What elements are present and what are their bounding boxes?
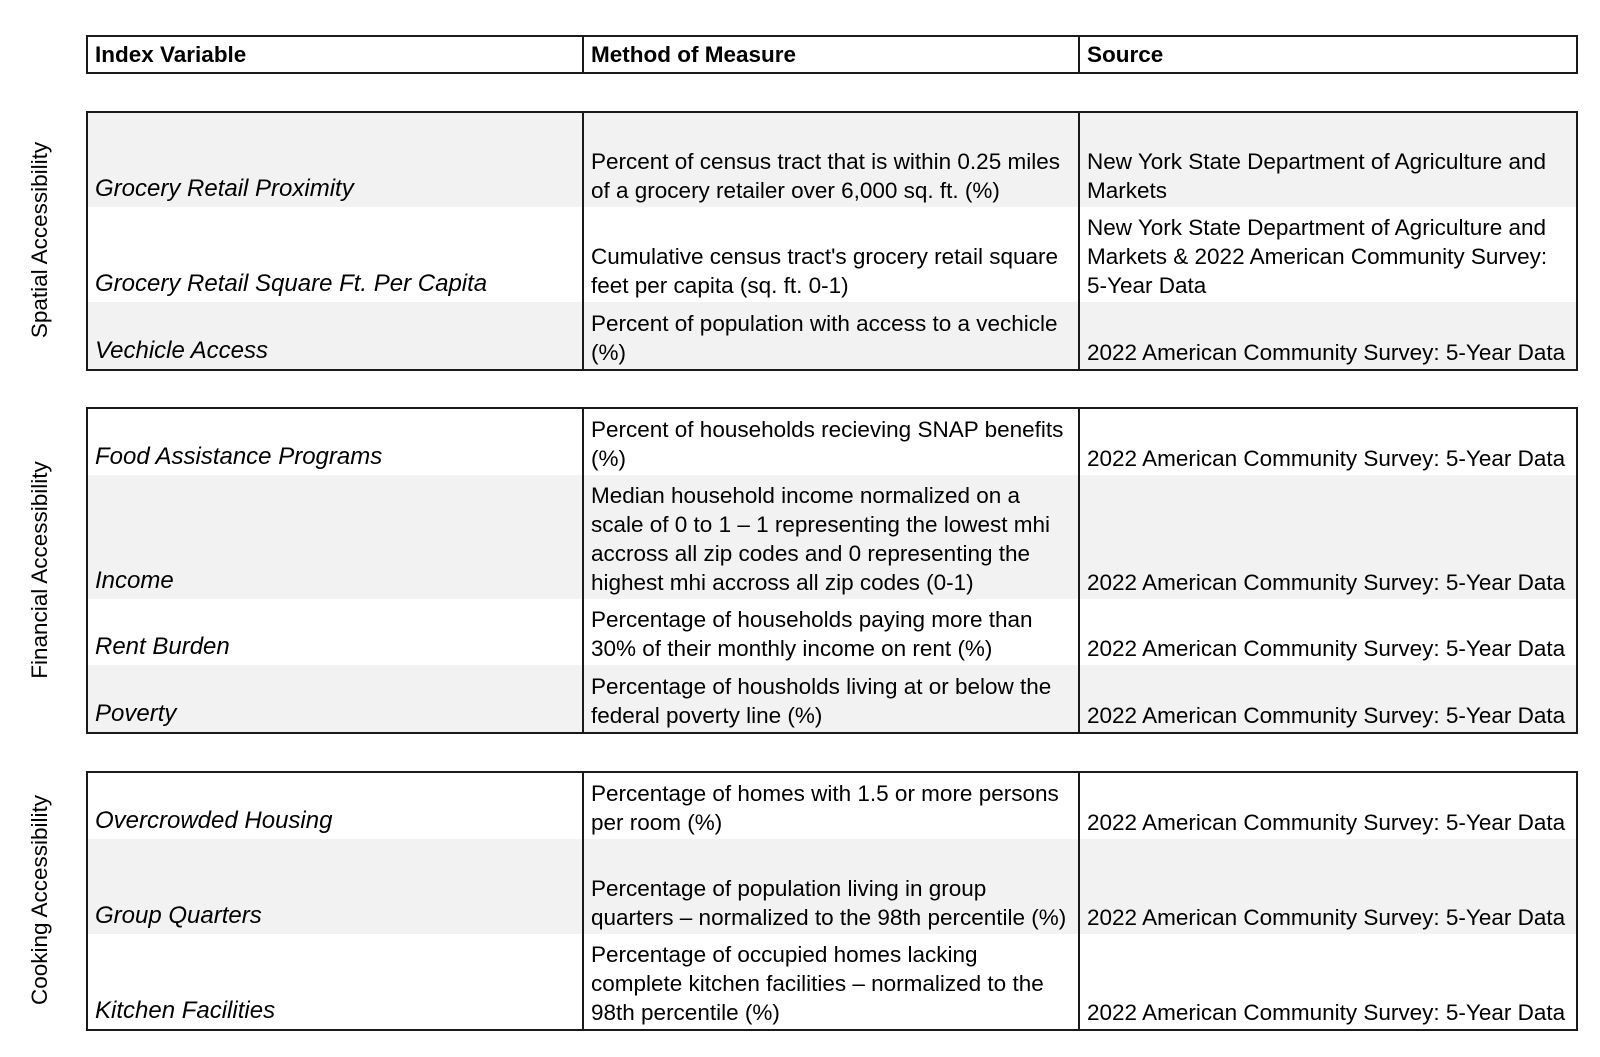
source-cell: 2022 American Community Survey: 5-Year Data bbox=[1087, 340, 1566, 365]
source-cell: New York State Department of Agriculture and Markets bbox=[1087, 149, 1547, 203]
table-row bbox=[88, 934, 1576, 1029]
source-cell: 2022 American Community Survey: 5-Year Data bbox=[1087, 703, 1566, 728]
method-cell: Percent of census tract that is within 0.25 miles of a grocery retailer over 6,000 sq. ft. (%) bbox=[584, 113, 1080, 207]
table-row bbox=[88, 839, 1576, 934]
section-label-spatial: Spatial Accessibility bbox=[27, 141, 52, 339]
variable-cell: Vechicle Access bbox=[88, 302, 584, 369]
source-cell: 2022 American Community Survey: 5-Year Data bbox=[1087, 1000, 1566, 1025]
variable-cell: Group Quarters bbox=[88, 839, 584, 934]
source-cell: 2022 American Community Survey: 5-Year Data bbox=[1087, 570, 1566, 595]
header-table bbox=[86, 35, 1578, 74]
method-cell: Percent of households recieving SNAP benefits (%) bbox=[584, 409, 1080, 475]
variable-cell: Poverty bbox=[88, 665, 584, 732]
method-cell: Percentage of population living in group quarters – normalized to the 98th percentile (%) bbox=[584, 839, 1080, 934]
source-cell: 2022 American Community Survey: 5-Year Data bbox=[1087, 636, 1566, 661]
method-cell: Percentage of households paying more than 30% of their monthly income on rent (%) bbox=[584, 599, 1080, 665]
method-cell: Median household income normalized on a scale of 0 to 1 – 1 representing the lowest mhi accross all zip codes and 0 representing the highest mhi accross all zip codes (0-1) bbox=[584, 475, 1080, 599]
section-label-financial: Financial Accessibility bbox=[27, 461, 52, 679]
table-row bbox=[88, 113, 1576, 207]
variable-cell: Grocery Retail Square Ft. Per Capita bbox=[88, 207, 584, 302]
table-row bbox=[88, 302, 1576, 369]
source-cell: 2022 American Community Survey: 5-Year Data bbox=[1087, 905, 1566, 930]
table-row bbox=[88, 599, 1576, 665]
section-table-spatial bbox=[86, 111, 1578, 371]
method-cell: Percentage of homes with 1.5 or more persons per room (%) bbox=[584, 773, 1080, 839]
variable-cell: Overcrowded Housing bbox=[88, 773, 584, 839]
method-cell: Percentage of housholds living at or below the federal poverty line (%) bbox=[584, 665, 1080, 732]
section-table-cooking bbox=[86, 771, 1578, 1031]
variable-cell: Income bbox=[88, 475, 584, 599]
method-cell: Percentage of occupied homes lacking complete kitchen facilities – normalized to the 98th percentile (%) bbox=[584, 934, 1080, 1029]
variable-cell: Kitchen Facilities bbox=[88, 934, 584, 1029]
source-cell: 2022 American Community Survey: 5-Year Data bbox=[1087, 446, 1566, 471]
variable-cell: Grocery Retail Proximity bbox=[88, 113, 584, 207]
section-label-cooking: Cooking Accessibility bbox=[27, 794, 52, 1006]
table-row bbox=[88, 475, 1576, 599]
header-source: Source bbox=[1087, 42, 1164, 67]
header-method-of-measure: Method of Measure bbox=[584, 37, 1080, 72]
source-cell: New York State Department of Agriculture and Markets & 2022 American Community Survey: 5-Year Data bbox=[1087, 215, 1548, 298]
variable-cell: Rent Burden bbox=[88, 599, 584, 665]
table-row bbox=[88, 665, 1576, 732]
table-row bbox=[88, 207, 1576, 302]
header-index-variable: Index Variable bbox=[88, 37, 584, 72]
variable-cell: Food Assistance Programs bbox=[88, 409, 584, 475]
table-row bbox=[88, 409, 1576, 475]
source-cell: 2022 American Community Survey: 5-Year Data bbox=[1087, 810, 1566, 835]
table-row bbox=[88, 773, 1576, 839]
section-table-financial bbox=[86, 407, 1578, 734]
method-cell: Cumulative census tract's grocery retail square feet per capita (sq. ft. 0-1) bbox=[584, 207, 1080, 302]
method-cell: Percent of population with access to a vechicle (%) bbox=[584, 302, 1080, 369]
